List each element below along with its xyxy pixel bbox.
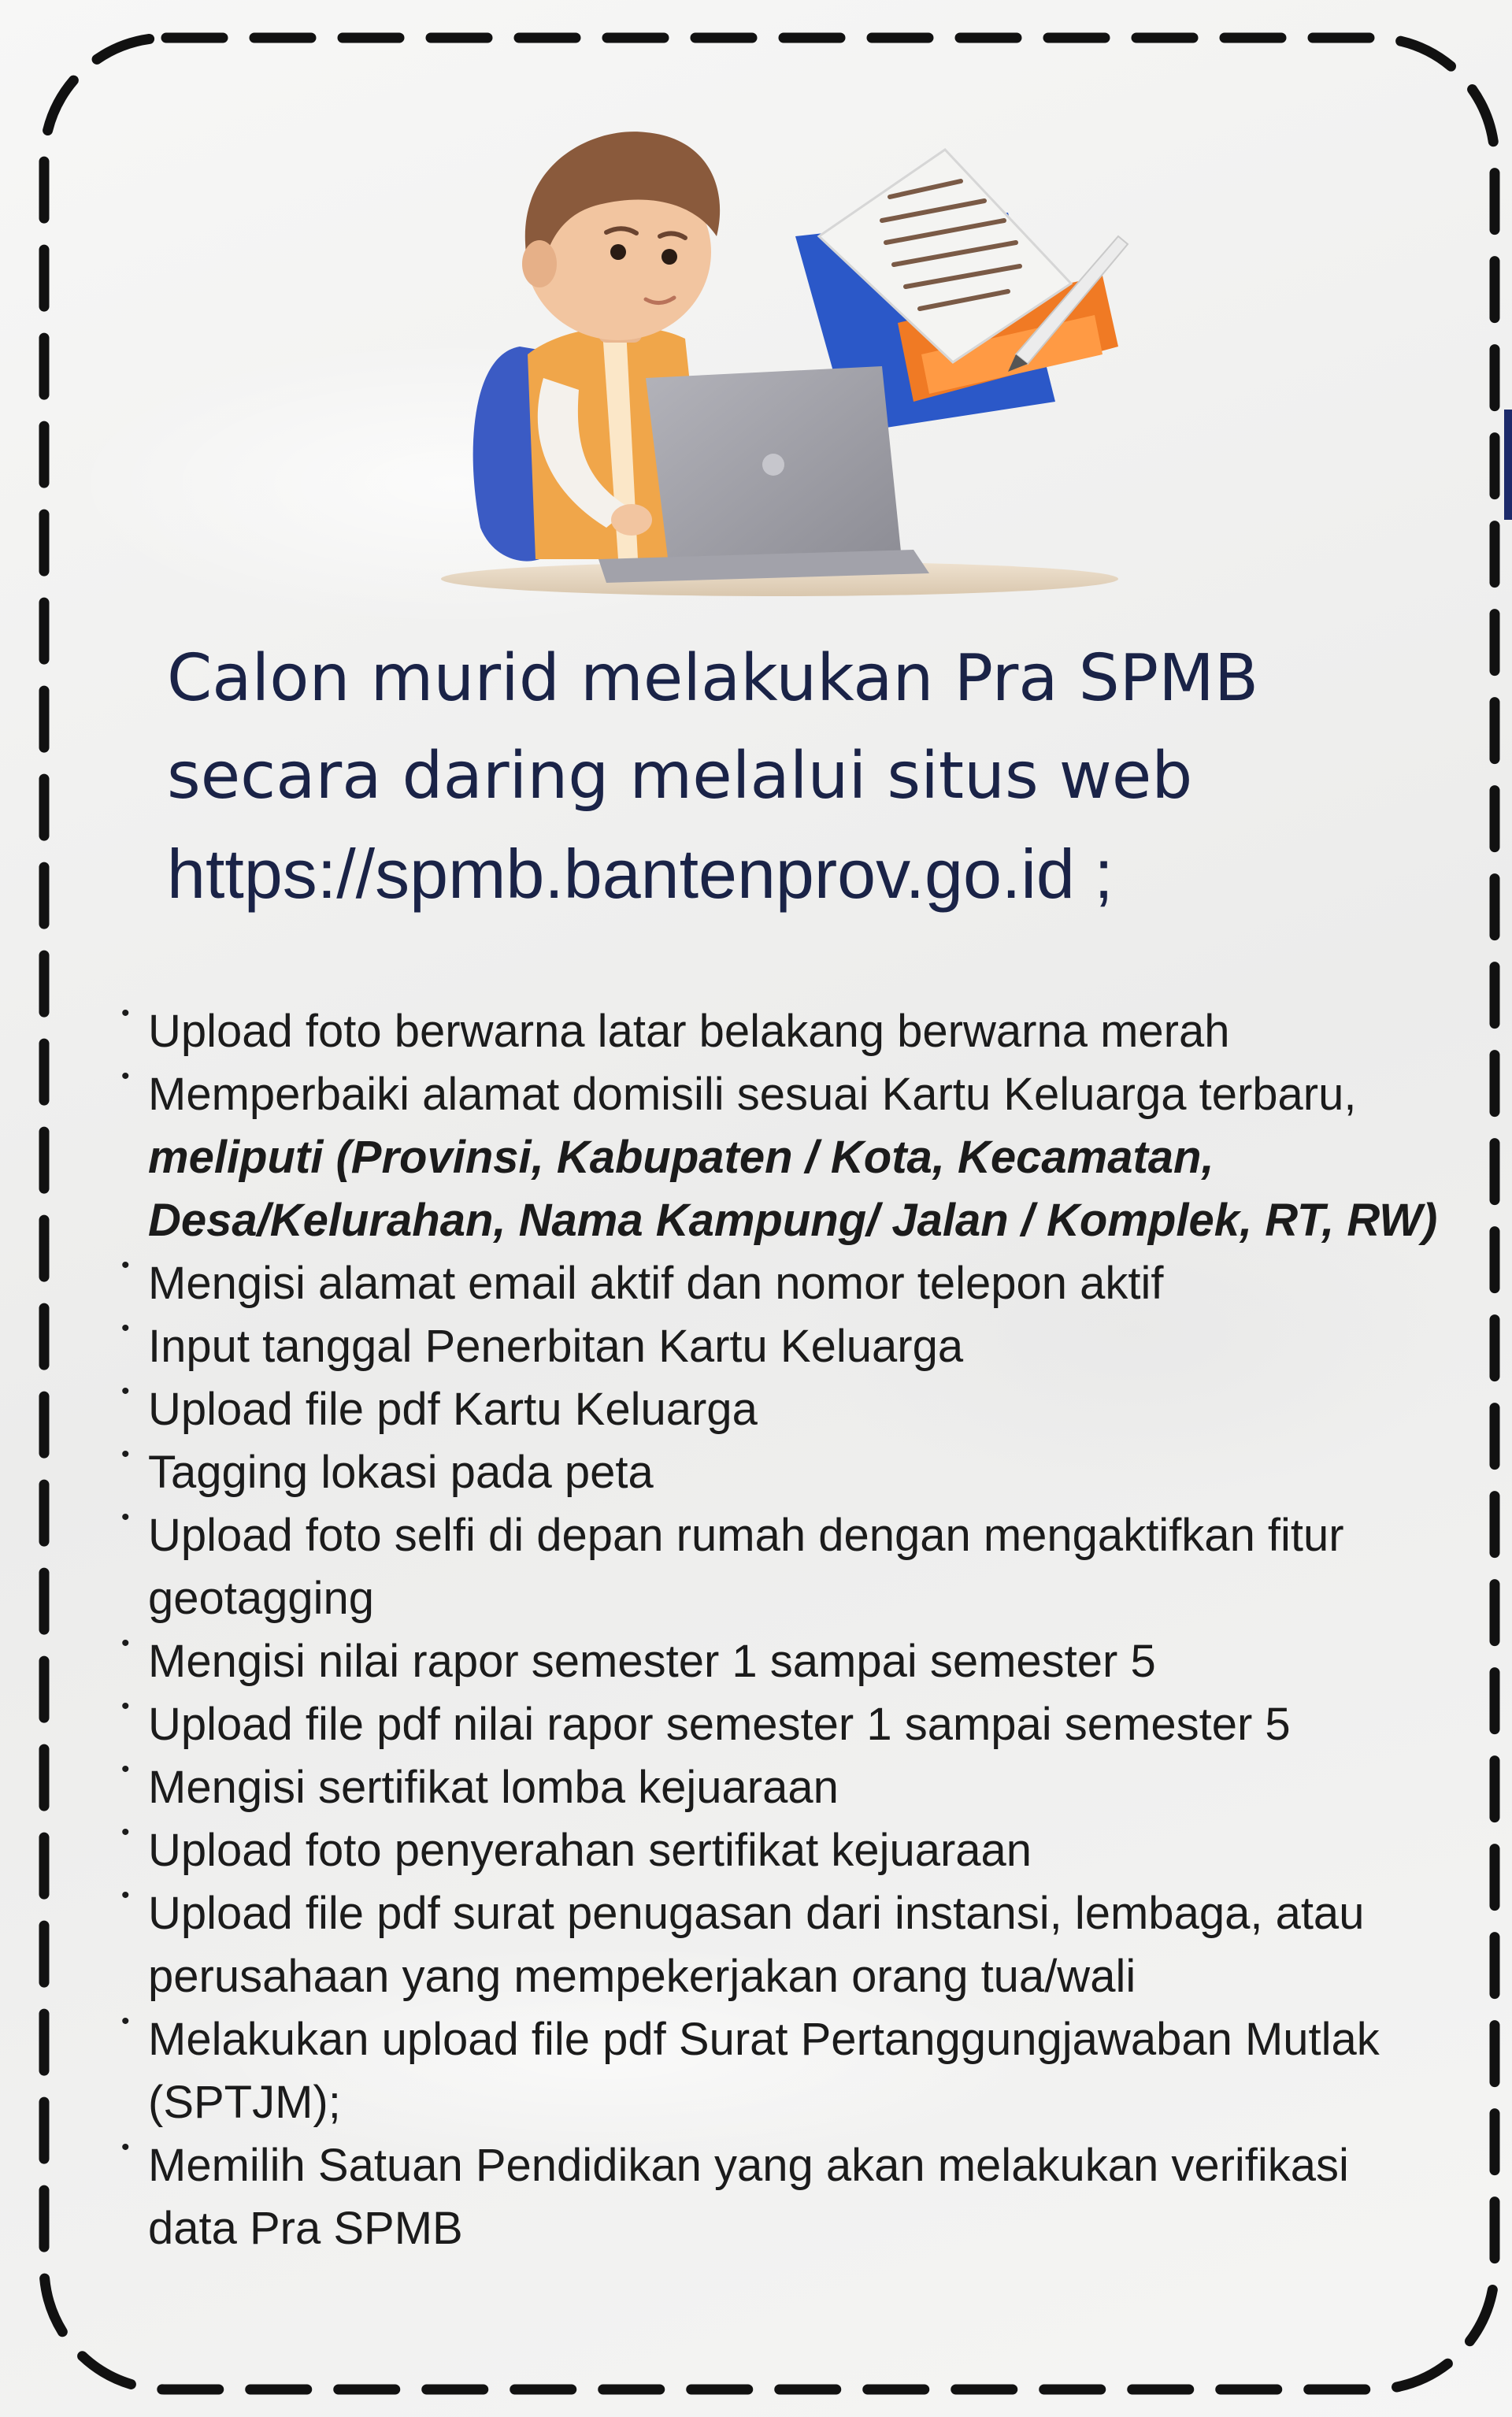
bullet-icon: • [121,1441,130,1467]
list-item: • Upload file pdf surat penugasan dari instansi, lembaga, atau perusahaan yang mempekerjakan orang tua/wali [121,1882,1365,2002]
heading-line-2: secara daring melalui situs web [167,739,1193,814]
list-item: • Upload foto selfi di depan rumah dengan mengaktifkan fitur geotagging [121,1504,1344,1624]
edge-accent-mark [1504,410,1512,520]
bullet-icon: • [121,1063,130,1089]
list-item [118,1063,1441,1252]
list-item: • Upload foto penyerahan sertifikat kejuaraan [121,1819,1032,1876]
list-item: • Mengisi alamat email aktif dan nomor telepon aktif [121,1252,1164,1309]
spmb-website-url: https://spmb.bantenprov.go.id ; [167,835,1114,913]
bullet-icon: • [121,1630,130,1656]
bullet-icon: • [121,1315,130,1341]
list-item: • Upload file pdf Kartu Keluarga [121,1378,758,1435]
list-item: • Upload file pdf nilai rapor semester 1 sampai semester 5 [121,1693,1291,1750]
list-item: • Memilih Satuan Pendidikan yang akan melakukan verifikasi data Pra SPMB [121,2134,1349,2254]
bullet-icon: • [121,2008,130,2034]
list-item: • Mengisi nilai rapor semester 1 sampai semester 5 [121,1630,1156,1687]
pra-spmb-heading [167,630,1395,923]
list-item: • Upload foto berwarna latar belakang berwarna merah [121,1000,1230,1057]
student-laptop-illustration [410,118,1134,599]
bullet-icon: • [121,1378,130,1404]
requirements-list [118,1000,1441,2260]
address-fields-emphasis: meliputi (Provinsi, Kabupaten / Kota, Kecamatan, Desa/Kelurahan, Nama Kampung/ Jalan / Komplek, RT, RW) [148,1132,1438,1246]
bullet-icon: • [121,1693,130,1719]
bullet-icon: • [121,1819,130,1845]
bullet-icon: • [121,1504,130,1530]
bullet-icon: • [121,1882,130,1908]
bullet-icon: • [121,2134,130,2160]
list-item-text: Memperbaiki alamat domisili sesuai Kartu Keluarga terbaru, [148,1069,1357,1120]
bullet-icon: • [121,1756,130,1782]
bullet-icon: • [121,1252,130,1278]
bullet-icon: • [121,1000,130,1026]
heading-line-1: Calon murid melakukan Pra SPMB [167,641,1259,716]
list-item: • Mengisi sertifikat lomba kejuaraan [121,1756,839,1813]
list-item: • Melakukan upload file pdf Surat Pertanggungjawaban Mutlak (SPTJM); [121,2008,1380,2128]
list-item: • Input tanggal Penerbitan Kartu Keluarga [121,1315,964,1372]
list-item: • Tagging lokasi pada peta [121,1441,654,1498]
